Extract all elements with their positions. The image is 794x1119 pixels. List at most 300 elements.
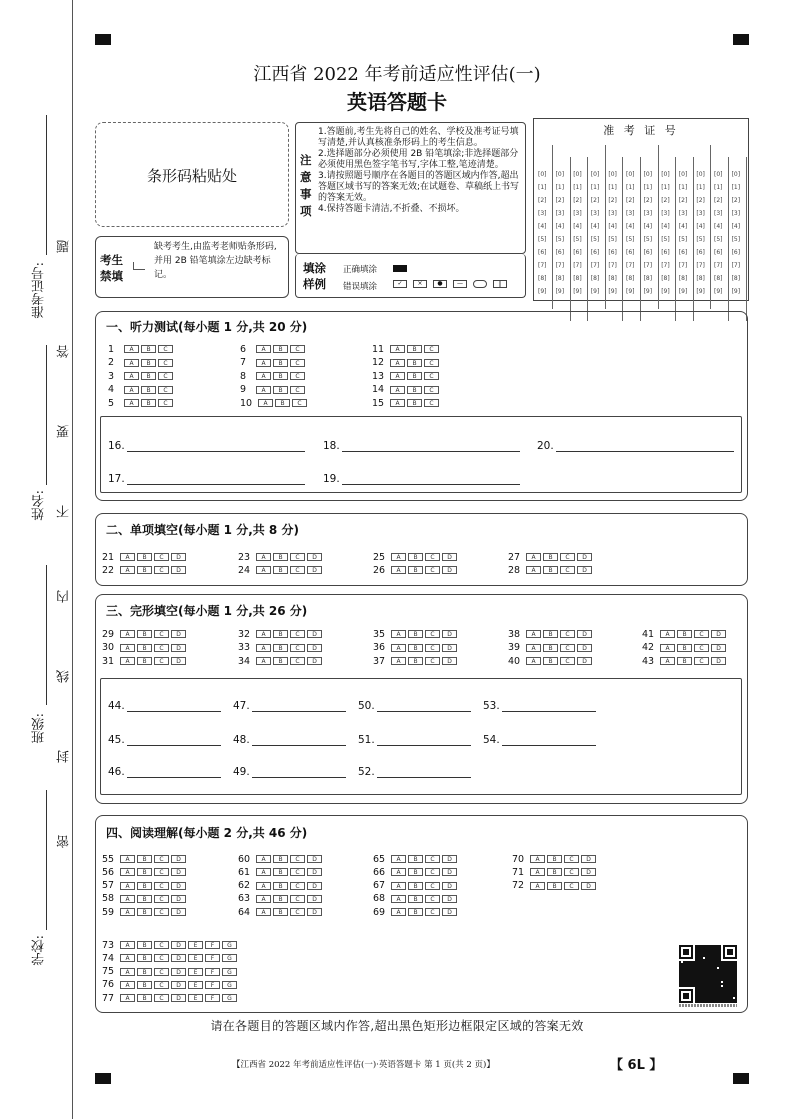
exam-id-bubble[interactable]: [4] xyxy=(608,223,617,230)
option-bubble-b[interactable]: B xyxy=(137,868,152,876)
option-bubble-a[interactable]: A xyxy=(391,657,406,665)
exam-id-bubble[interactable]: [3] xyxy=(573,210,582,217)
option-bubble-b[interactable]: B xyxy=(407,372,422,380)
exam-id-bubble[interactable]: [0] xyxy=(714,171,723,178)
option-bubble-c[interactable]: C xyxy=(154,994,169,1002)
option-bubble-a[interactable]: A xyxy=(120,908,135,916)
exam-id-bubble[interactable]: [3] xyxy=(643,210,653,217)
option-bubble-d[interactable]: D xyxy=(577,630,592,638)
option-bubble-b[interactable]: B xyxy=(137,981,152,989)
option-bubble-f[interactable]: F xyxy=(205,994,220,1002)
exam-id-bubble[interactable]: [6] xyxy=(573,249,582,256)
option-bubble-d[interactable]: D xyxy=(171,981,186,989)
exam-id-bubble[interactable]: [6] xyxy=(626,249,635,256)
exam-id-bubble[interactable]: [7] xyxy=(608,262,617,269)
option-bubble-a[interactable]: A xyxy=(256,644,271,652)
option-bubble-c[interactable]: C xyxy=(154,553,169,561)
exam-id-bubble[interactable]: [7] xyxy=(590,262,600,269)
option-bubble-b[interactable]: B xyxy=(408,566,423,574)
exam-id-bubble[interactable]: [1] xyxy=(590,184,600,191)
option-bubble-c[interactable]: C xyxy=(154,941,169,949)
option-bubble-a[interactable]: A xyxy=(391,882,406,890)
option-bubble-c[interactable]: C xyxy=(425,882,440,890)
option-bubble-b[interactable]: B xyxy=(137,941,152,949)
option-bubble-d[interactable]: D xyxy=(307,553,322,561)
option-bubble-c[interactable]: C xyxy=(694,644,709,652)
option-bubble-c[interactable]: C xyxy=(154,644,169,652)
exam-id-bubble[interactable]: [9] xyxy=(608,288,617,295)
option-bubble-b[interactable]: B xyxy=(273,372,288,380)
option-bubble-c[interactable]: C xyxy=(292,399,307,407)
option-bubble-c[interactable]: C xyxy=(158,386,173,394)
option-bubble-b[interactable]: B xyxy=(137,994,152,1002)
exam-id-bubble[interactable]: [8] xyxy=(714,275,723,282)
option-bubble-c[interactable]: C xyxy=(560,657,575,665)
option-bubble-b[interactable]: B xyxy=(137,855,152,863)
option-bubble-b[interactable]: B xyxy=(407,399,422,407)
option-bubble-d[interactable]: D xyxy=(442,895,457,903)
exam-id-bubble[interactable]: [9] xyxy=(643,288,653,295)
exam-id-bubble[interactable]: [5] xyxy=(573,236,582,243)
option-bubble-c[interactable]: C xyxy=(564,855,579,863)
option-bubble-a[interactable]: A xyxy=(120,553,135,561)
option-bubble-d[interactable]: D xyxy=(711,657,726,665)
option-bubble-c[interactable]: C xyxy=(424,359,439,367)
option-bubble-g[interactable]: G xyxy=(222,994,237,1002)
option-bubble-a[interactable]: A xyxy=(124,359,139,367)
exam-id-bubble[interactable]: [3] xyxy=(538,210,547,217)
exam-id-bubble[interactable]: [2] xyxy=(590,197,600,204)
option-bubble-a[interactable]: A xyxy=(660,657,675,665)
option-bubble-a[interactable]: A xyxy=(391,895,406,903)
option-bubble-b[interactable]: B xyxy=(408,895,423,903)
option-bubble-a[interactable]: A xyxy=(390,359,405,367)
option-bubble-d[interactable]: D xyxy=(307,630,322,638)
option-bubble-d[interactable]: D xyxy=(581,882,596,890)
option-bubble-b[interactable]: B xyxy=(547,882,562,890)
option-bubble-a[interactable]: A xyxy=(390,386,405,394)
option-bubble-c[interactable]: C xyxy=(425,566,440,574)
option-bubble-d[interactable]: D xyxy=(442,566,457,574)
option-bubble-c[interactable]: C xyxy=(560,630,575,638)
option-bubble-c[interactable]: C xyxy=(425,553,440,561)
option-bubble-a[interactable]: A xyxy=(256,372,271,380)
exam-id-bubble[interactable]: [7] xyxy=(573,262,582,269)
exam-id-bubble[interactable]: [4] xyxy=(555,223,565,230)
option-bubble-a[interactable]: A xyxy=(390,345,405,353)
exam-id-bubble[interactable]: [4] xyxy=(714,223,723,230)
option-bubble-a[interactable]: A xyxy=(391,908,406,916)
exam-id-bubble[interactable]: [0] xyxy=(678,171,688,178)
exam-id-bubble[interactable]: [2] xyxy=(626,197,635,204)
exam-id-bubble-grid[interactable] xyxy=(536,137,748,301)
option-bubble-d[interactable]: D xyxy=(577,566,592,574)
exam-id-bubble[interactable]: [5] xyxy=(731,236,741,243)
blank-17[interactable] xyxy=(108,473,305,485)
option-bubble-c[interactable]: C xyxy=(154,954,169,962)
option-bubble-c[interactable]: C xyxy=(290,553,305,561)
option-bubble-b[interactable]: B xyxy=(408,855,423,863)
blank-49[interactable] xyxy=(233,766,346,778)
option-bubble-g[interactable]: G xyxy=(222,968,237,976)
exam-id-bubble[interactable]: [3] xyxy=(590,210,600,217)
option-bubble-d[interactable]: D xyxy=(171,630,186,638)
option-bubble-d[interactable]: D xyxy=(442,657,457,665)
option-bubble-c[interactable]: C xyxy=(290,855,305,863)
option-bubble-d[interactable]: D xyxy=(442,882,457,890)
option-bubble-e[interactable]: E xyxy=(188,954,203,962)
option-bubble-c[interactable]: C xyxy=(694,630,709,638)
option-bubble-a[interactable]: A xyxy=(390,372,405,380)
exam-id-bubble[interactable]: [1] xyxy=(714,184,723,191)
option-bubble-e[interactable]: E xyxy=(188,994,203,1002)
option-bubble-b[interactable]: B xyxy=(137,630,152,638)
blank-16[interactable] xyxy=(108,440,305,452)
option-bubble-b[interactable]: B xyxy=(273,882,288,890)
exam-id-bubble[interactable]: [2] xyxy=(696,197,705,204)
option-bubble-b[interactable]: B xyxy=(137,553,152,561)
exam-id-bubble[interactable]: [9] xyxy=(696,288,705,295)
exam-id-bubble[interactable]: [3] xyxy=(626,210,635,217)
option-bubble-a[interactable]: A xyxy=(526,630,541,638)
exam-id-bubble[interactable]: [8] xyxy=(573,275,582,282)
option-bubble-b[interactable]: B xyxy=(543,630,558,638)
option-bubble-c[interactable]: C xyxy=(158,372,173,380)
option-bubble-c[interactable]: C xyxy=(560,644,575,652)
exam-id-bubble[interactable]: [8] xyxy=(678,275,688,282)
option-bubble-b[interactable]: B xyxy=(137,657,152,665)
option-bubble-a[interactable]: A xyxy=(120,868,135,876)
option-bubble-c[interactable]: C xyxy=(154,895,169,903)
option-bubble-d[interactable]: D xyxy=(171,566,186,574)
exam-id-bubble[interactable]: [6] xyxy=(608,249,617,256)
exam-id-bubble[interactable]: [5] xyxy=(661,236,670,243)
option-bubble-a[interactable]: A xyxy=(391,855,406,863)
exam-id-bubble[interactable]: [7] xyxy=(678,262,688,269)
option-bubble-a[interactable]: A xyxy=(256,882,271,890)
option-bubble-c[interactable]: C xyxy=(154,630,169,638)
exam-id-bubble[interactable]: [0] xyxy=(643,171,653,178)
exam-id-bubble[interactable]: [8] xyxy=(626,275,635,282)
option-bubble-b[interactable]: B xyxy=(141,372,156,380)
option-bubble-b[interactable]: B xyxy=(137,566,152,574)
exam-id-bubble[interactable]: [4] xyxy=(678,223,688,230)
option-bubble-a[interactable]: A xyxy=(391,566,406,574)
option-bubble-b[interactable]: B xyxy=(141,386,156,394)
option-bubble-b[interactable]: B xyxy=(408,882,423,890)
option-bubble-b[interactable]: B xyxy=(137,908,152,916)
option-bubble-b[interactable]: B xyxy=(407,359,422,367)
option-bubble-d[interactable]: D xyxy=(171,868,186,876)
exam-id-bubble[interactable]: [9] xyxy=(661,288,670,295)
option-bubble-d[interactable]: D xyxy=(171,553,186,561)
exam-id-bubble[interactable]: [6] xyxy=(661,249,670,256)
option-bubble-c[interactable]: C xyxy=(154,868,169,876)
option-bubble-c[interactable]: C xyxy=(154,657,169,665)
option-bubble-a[interactable]: A xyxy=(256,868,271,876)
option-bubble-b[interactable]: B xyxy=(273,345,288,353)
option-bubble-c[interactable]: C xyxy=(425,895,440,903)
option-bubble-d[interactable]: D xyxy=(577,644,592,652)
exam-id-bubble[interactable]: [1] xyxy=(573,184,582,191)
option-bubble-d[interactable]: D xyxy=(442,868,457,876)
option-bubble-a[interactable]: A xyxy=(256,657,271,665)
option-bubble-c[interactable]: C xyxy=(564,882,579,890)
option-bubble-c[interactable]: C xyxy=(425,855,440,863)
exam-id-bubble[interactable]: [0] xyxy=(590,171,600,178)
option-bubble-d[interactable]: D xyxy=(171,657,186,665)
exam-id-bubble[interactable]: [0] xyxy=(538,171,547,178)
exam-id-bubble[interactable]: [3] xyxy=(696,210,705,217)
exam-id-bubble[interactable]: [7] xyxy=(643,262,653,269)
option-bubble-b[interactable]: B xyxy=(141,359,156,367)
option-bubble-c[interactable]: C xyxy=(290,345,305,353)
option-bubble-c[interactable]: C xyxy=(424,372,439,380)
option-bubble-a[interactable]: A xyxy=(256,359,271,367)
exam-id-bubble[interactable]: [1] xyxy=(608,184,617,191)
option-bubble-c[interactable]: C xyxy=(694,657,709,665)
exam-id-bubble[interactable]: [0] xyxy=(661,171,670,178)
option-bubble-c[interactable]: C xyxy=(425,657,440,665)
exam-id-bubble[interactable]: [4] xyxy=(626,223,635,230)
option-bubble-b[interactable]: B xyxy=(543,644,558,652)
exam-id-bubble[interactable]: [0] xyxy=(555,171,565,178)
option-bubble-d[interactable]: D xyxy=(307,566,322,574)
exam-id-bubble[interactable]: [2] xyxy=(714,197,723,204)
exam-id-bubble[interactable]: [2] xyxy=(661,197,670,204)
option-bubble-a[interactable]: A xyxy=(120,968,135,976)
blank-53[interactable] xyxy=(483,700,596,712)
exam-id-bubble[interactable]: [0] xyxy=(573,171,582,178)
option-bubble-b[interactable]: B xyxy=(137,644,152,652)
option-bubble-a[interactable]: A xyxy=(124,386,139,394)
option-bubble-c[interactable]: C xyxy=(424,386,439,394)
exam-id-bubble[interactable]: [6] xyxy=(555,249,565,256)
option-bubble-a[interactable]: A xyxy=(530,882,545,890)
option-bubble-a[interactable]: A xyxy=(120,882,135,890)
option-bubble-d[interactable]: D xyxy=(307,895,322,903)
option-bubble-a[interactable]: A xyxy=(120,855,135,863)
option-bubble-a[interactable]: A xyxy=(124,345,139,353)
exam-id-bubble[interactable]: [9] xyxy=(678,288,688,295)
exam-id-bubble[interactable]: [5] xyxy=(608,236,617,243)
option-bubble-a[interactable]: A xyxy=(124,399,139,407)
option-bubble-f[interactable]: F xyxy=(205,941,220,949)
option-bubble-c[interactable]: C xyxy=(290,386,305,394)
option-bubble-c[interactable]: C xyxy=(158,359,173,367)
option-bubble-c[interactable]: C xyxy=(290,895,305,903)
exam-id-bubble[interactable]: [2] xyxy=(555,197,565,204)
exam-id-bubble[interactable]: [7] xyxy=(555,262,565,269)
option-bubble-c[interactable]: C xyxy=(564,868,579,876)
blank-46[interactable] xyxy=(108,766,221,778)
option-bubble-b[interactable]: B xyxy=(677,644,692,652)
option-bubble-a[interactable]: A xyxy=(391,644,406,652)
exam-id-bubble[interactable]: [0] xyxy=(608,171,617,178)
exam-id-bubble[interactable]: [0] xyxy=(731,171,741,178)
exam-id-bubble[interactable]: [9] xyxy=(731,288,741,295)
option-bubble-b[interactable]: B xyxy=(273,908,288,916)
option-bubble-a[interactable]: A xyxy=(120,981,135,989)
option-bubble-b[interactable]: B xyxy=(408,657,423,665)
option-bubble-d[interactable]: D xyxy=(307,855,322,863)
option-bubble-c[interactable]: C xyxy=(425,644,440,652)
option-bubble-b[interactable]: B xyxy=(137,968,152,976)
option-bubble-c[interactable]: C xyxy=(290,868,305,876)
option-bubble-e[interactable]: E xyxy=(188,968,203,976)
option-bubble-a[interactable]: A xyxy=(120,657,135,665)
option-bubble-c[interactable]: C xyxy=(290,566,305,574)
option-bubble-b[interactable]: B xyxy=(273,630,288,638)
option-bubble-c[interactable]: C xyxy=(290,657,305,665)
option-bubble-c[interactable]: C xyxy=(290,908,305,916)
option-bubble-b[interactable]: B xyxy=(543,657,558,665)
option-bubble-b[interactable]: B xyxy=(273,868,288,876)
option-bubble-f[interactable]: F xyxy=(205,981,220,989)
option-bubble-b[interactable]: B xyxy=(408,868,423,876)
exam-id-bubble[interactable]: [5] xyxy=(678,236,688,243)
option-bubble-a[interactable]: A xyxy=(256,895,271,903)
blank-48[interactable] xyxy=(233,734,346,746)
option-bubble-a[interactable]: A xyxy=(256,630,271,638)
blank-44[interactable] xyxy=(108,700,221,712)
option-bubble-d[interactable]: D xyxy=(711,630,726,638)
option-bubble-b[interactable]: B xyxy=(677,657,692,665)
exam-id-bubble[interactable]: [2] xyxy=(731,197,741,204)
blank-51[interactable] xyxy=(358,734,471,746)
exam-id-bubble[interactable]: [9] xyxy=(626,288,635,295)
exam-id-bubble[interactable]: [2] xyxy=(678,197,688,204)
exam-id-bubble[interactable]: [6] xyxy=(731,249,741,256)
option-bubble-b[interactable]: B xyxy=(547,855,562,863)
exam-id-bubble[interactable]: [5] xyxy=(696,236,705,243)
exam-id-bubble[interactable]: [4] xyxy=(573,223,582,230)
exam-id-bubble[interactable]: [9] xyxy=(555,288,565,295)
option-bubble-a[interactable]: A xyxy=(526,644,541,652)
option-bubble-a[interactable]: A xyxy=(526,553,541,561)
option-bubble-b[interactable]: B xyxy=(407,386,422,394)
exam-id-bubble[interactable]: [2] xyxy=(573,197,582,204)
option-bubble-a[interactable]: A xyxy=(390,399,405,407)
option-bubble-b[interactable]: B xyxy=(141,399,156,407)
option-bubble-d[interactable]: D xyxy=(581,868,596,876)
option-bubble-a[interactable]: A xyxy=(391,868,406,876)
option-bubble-b[interactable]: B xyxy=(408,553,423,561)
exam-id-bubble[interactable]: [5] xyxy=(538,236,547,243)
option-bubble-a[interactable]: A xyxy=(120,566,135,574)
option-bubble-b[interactable]: B xyxy=(273,359,288,367)
option-bubble-d[interactable]: D xyxy=(171,644,186,652)
exam-id-bubble[interactable]: [9] xyxy=(538,288,547,295)
option-bubble-d[interactable]: D xyxy=(442,644,457,652)
option-bubble-a[interactable]: A xyxy=(256,386,271,394)
option-bubble-d[interactable]: D xyxy=(171,994,186,1002)
option-bubble-d[interactable]: D xyxy=(711,644,726,652)
blank-18[interactable] xyxy=(323,440,520,452)
option-bubble-d[interactable]: D xyxy=(171,882,186,890)
exam-id-bubble[interactable]: [3] xyxy=(608,210,617,217)
option-bubble-b[interactable]: B xyxy=(273,895,288,903)
exam-id-bubble[interactable]: [1] xyxy=(643,184,653,191)
option-bubble-d[interactable]: D xyxy=(442,908,457,916)
exam-id-bubble[interactable]: [5] xyxy=(643,236,653,243)
option-bubble-b[interactable]: B xyxy=(137,954,152,962)
exam-id-bubble[interactable]: [8] xyxy=(538,275,547,282)
exam-id-bubble[interactable]: [1] xyxy=(661,184,670,191)
option-bubble-b[interactable]: B xyxy=(408,630,423,638)
option-bubble-f[interactable]: F xyxy=(205,968,220,976)
option-bubble-c[interactable]: C xyxy=(290,882,305,890)
blank-47[interactable] xyxy=(233,700,346,712)
option-bubble-a[interactable]: A xyxy=(660,630,675,638)
option-bubble-d[interactable]: D xyxy=(171,895,186,903)
exam-id-bubble[interactable]: [0] xyxy=(696,171,705,178)
exam-id-bubble[interactable]: [5] xyxy=(626,236,635,243)
option-bubble-d[interactable]: D xyxy=(577,657,592,665)
option-bubble-b[interactable]: B xyxy=(137,882,152,890)
option-bubble-a[interactable]: A xyxy=(120,895,135,903)
option-bubble-a[interactable]: A xyxy=(120,630,135,638)
option-bubble-c[interactable]: C xyxy=(560,566,575,574)
exam-id-bubble[interactable]: [1] xyxy=(696,184,705,191)
option-bubble-b[interactable]: B xyxy=(543,566,558,574)
option-bubble-d[interactable]: D xyxy=(171,954,186,962)
option-bubble-g[interactable]: G xyxy=(222,954,237,962)
exam-id-bubble[interactable]: [9] xyxy=(714,288,723,295)
exam-id-bubble[interactable]: [2] xyxy=(608,197,617,204)
option-bubble-a[interactable]: A xyxy=(120,941,135,949)
option-bubble-a[interactable]: A xyxy=(391,630,406,638)
exam-id-bubble[interactable]: [8] xyxy=(590,275,600,282)
exam-id-bubble[interactable]: [6] xyxy=(678,249,688,256)
option-bubble-c[interactable]: C xyxy=(154,566,169,574)
option-bubble-d[interactable]: D xyxy=(171,908,186,916)
option-bubble-c[interactable]: C xyxy=(290,644,305,652)
option-bubble-c[interactable]: C xyxy=(424,399,439,407)
exam-id-bubble[interactable]: [8] xyxy=(731,275,741,282)
blank-52[interactable] xyxy=(358,766,471,778)
option-bubble-d[interactable]: D xyxy=(442,855,457,863)
exam-id-bubble[interactable]: [8] xyxy=(643,275,653,282)
option-bubble-b[interactable]: B xyxy=(407,345,422,353)
blank-19[interactable] xyxy=(323,473,520,485)
option-bubble-a[interactable]: A xyxy=(530,868,545,876)
option-bubble-c[interactable]: C xyxy=(154,855,169,863)
blank-54[interactable] xyxy=(483,734,596,746)
exam-id-bubble[interactable]: [6] xyxy=(714,249,723,256)
exam-id-bubble[interactable]: [5] xyxy=(555,236,565,243)
exam-id-bubble[interactable]: [7] xyxy=(626,262,635,269)
option-bubble-d[interactable]: D xyxy=(307,644,322,652)
option-bubble-a[interactable]: A xyxy=(526,657,541,665)
option-bubble-b[interactable]: B xyxy=(141,345,156,353)
exam-id-bubble[interactable]: [2] xyxy=(538,197,547,204)
exam-id-bubble[interactable]: [1] xyxy=(538,184,547,191)
option-bubble-b[interactable]: B xyxy=(273,855,288,863)
exam-id-bubble[interactable]: [7] xyxy=(714,262,723,269)
exam-id-bubble[interactable]: [3] xyxy=(678,210,688,217)
option-bubble-b[interactable]: B xyxy=(273,553,288,561)
option-bubble-b[interactable]: B xyxy=(273,566,288,574)
option-bubble-a[interactable]: A xyxy=(526,566,541,574)
exam-id-bubble[interactable]: [5] xyxy=(590,236,600,243)
exam-id-bubble[interactable]: [1] xyxy=(678,184,688,191)
exam-id-bubble[interactable]: [2] xyxy=(643,197,653,204)
absent-checkbox[interactable] xyxy=(133,262,145,270)
exam-id-bubble[interactable]: [6] xyxy=(643,249,653,256)
exam-id-bubble[interactable]: [1] xyxy=(555,184,565,191)
exam-id-bubble[interactable]: [7] xyxy=(696,262,705,269)
